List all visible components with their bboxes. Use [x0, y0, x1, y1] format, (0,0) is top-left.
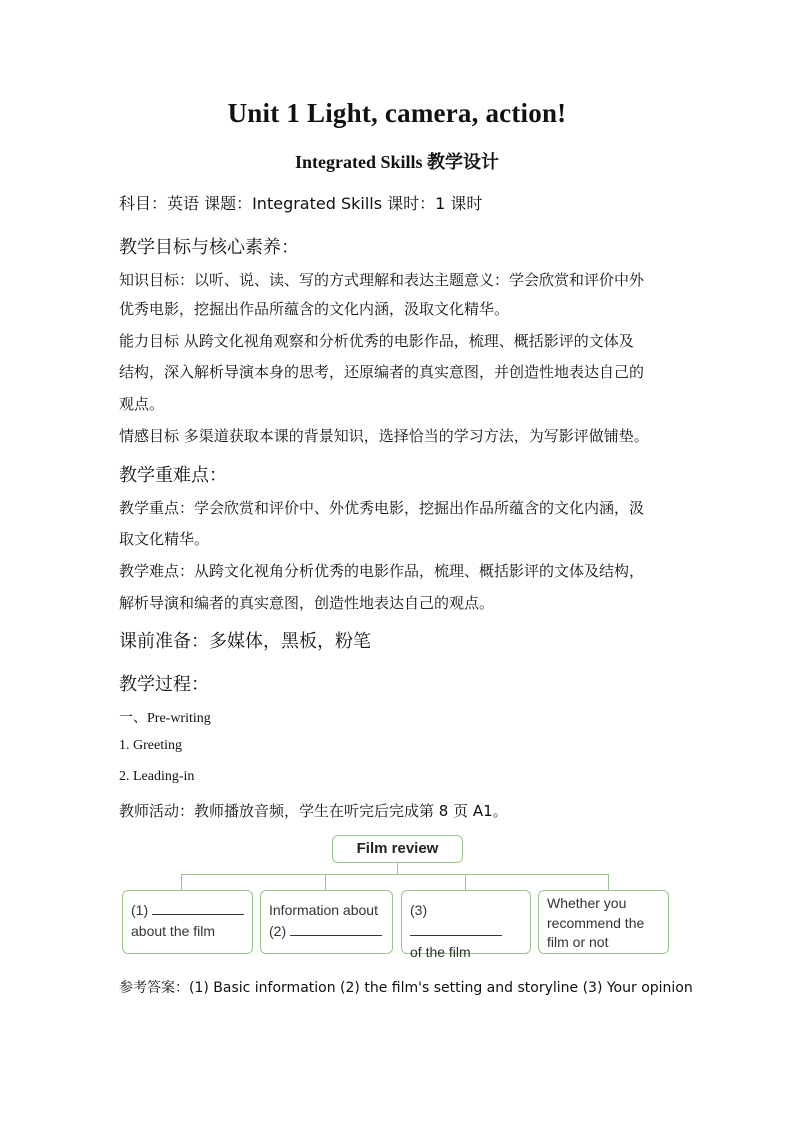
box-4-line-3: film or not	[547, 934, 609, 950]
box-setting-storyline	[260, 890, 393, 954]
answer-blank-2[interactable]	[290, 921, 382, 936]
blank-2-number: (2)	[269, 923, 287, 939]
process-heading: 教学过程：	[119, 674, 209, 695]
connector-bar	[181, 874, 609, 875]
teaching-focus-line-1: 教学重点：学会欣赏和评价中、外优秀电影，挖掘出作品所蕴含的文化内涵，汲	[119, 499, 645, 517]
answer-blank-1[interactable]	[152, 900, 244, 915]
box-basic-info	[122, 890, 253, 954]
film-review-box: Film review	[332, 835, 463, 863]
connector-stem	[397, 863, 398, 874]
connector-drop-3	[465, 874, 466, 890]
film-review-diagram	[119, 833, 675, 963]
ability-goal-line-2: 结构，深入解析导演本身的思考，还原编者的真实意图，并创造性地表达自己的	[119, 363, 645, 381]
connector-drop-1	[181, 874, 182, 890]
box-opinion	[401, 890, 531, 960]
page-title: Unit 1 Light, camera, action!	[227, 98, 567, 128]
knowledge-goal-line-2: 优秀电影，挖掘出作品所蕴含的文化内涵，汲取文化精华。	[119, 300, 510, 318]
teaching-focus-line-2: 取文化精华。	[119, 530, 210, 548]
course-meta: 科目：英语 课题：Integrated Skills 课时：1 课时	[119, 194, 483, 213]
box-4-line-2: recommend the	[547, 914, 645, 931]
box-2-text: Information about	[269, 902, 378, 918]
step-pre-writing: 一、Pre-writing	[119, 711, 211, 726]
teacher-activity: 教师活动：教师播放音频，学生在听完后完成第 8 页 A1。	[119, 802, 508, 820]
box-3-text: of the film	[410, 944, 471, 960]
knowledge-goal-line-1: 知识目标：以听、说、读、写的方式理解和表达主题意义：学会欣赏和评价中外	[119, 271, 645, 289]
box-4-line-1: Whether you	[547, 895, 627, 911]
emotion-goal: 情感目标 多渠道获取本课的背景知识，选择恰当的学习方法，为写影评做铺垫。	[119, 427, 649, 445]
goals-heading: 教学目标与核心素养：	[119, 237, 299, 258]
class-preparation: 课前准备：多媒体，黑板，粉笔	[119, 631, 371, 652]
connector-drop-2	[325, 874, 326, 890]
connector-drop-4	[608, 874, 609, 890]
blank-1-number: (1)	[131, 902, 149, 918]
reference-answer: 参考答案：(1) Basic information (2) the film's setting and storyline (3) Your opinion	[119, 980, 693, 996]
step-leading-in: 2. Leading-in	[119, 769, 195, 784]
answer-blank-3[interactable]	[410, 921, 502, 936]
teaching-difficulty-line-1: 教学难点：从跨文化视角分析优秀的电影作品，梳理、概括影评的文体及结构，	[119, 562, 645, 580]
page-subtitle: Integrated Skills 教学设计	[294, 152, 499, 172]
teaching-difficulty-line-2: 解析导演和编者的真实意图，创造性地表达自己的观点。	[119, 594, 495, 612]
box-recommendation	[538, 890, 669, 954]
box-1-text: about the film	[131, 923, 216, 939]
ability-goal-line-3: 观点。	[119, 395, 165, 413]
blank-3-number: (3)	[410, 902, 428, 918]
key-points-heading: 教学重难点：	[119, 465, 227, 486]
ability-goal-line-1: 能力目标 从跨文化视角观察和分析优秀的电影作品，梳理、概括影评的文体及	[119, 332, 634, 350]
step-greeting: 1. Greeting	[119, 738, 182, 753]
